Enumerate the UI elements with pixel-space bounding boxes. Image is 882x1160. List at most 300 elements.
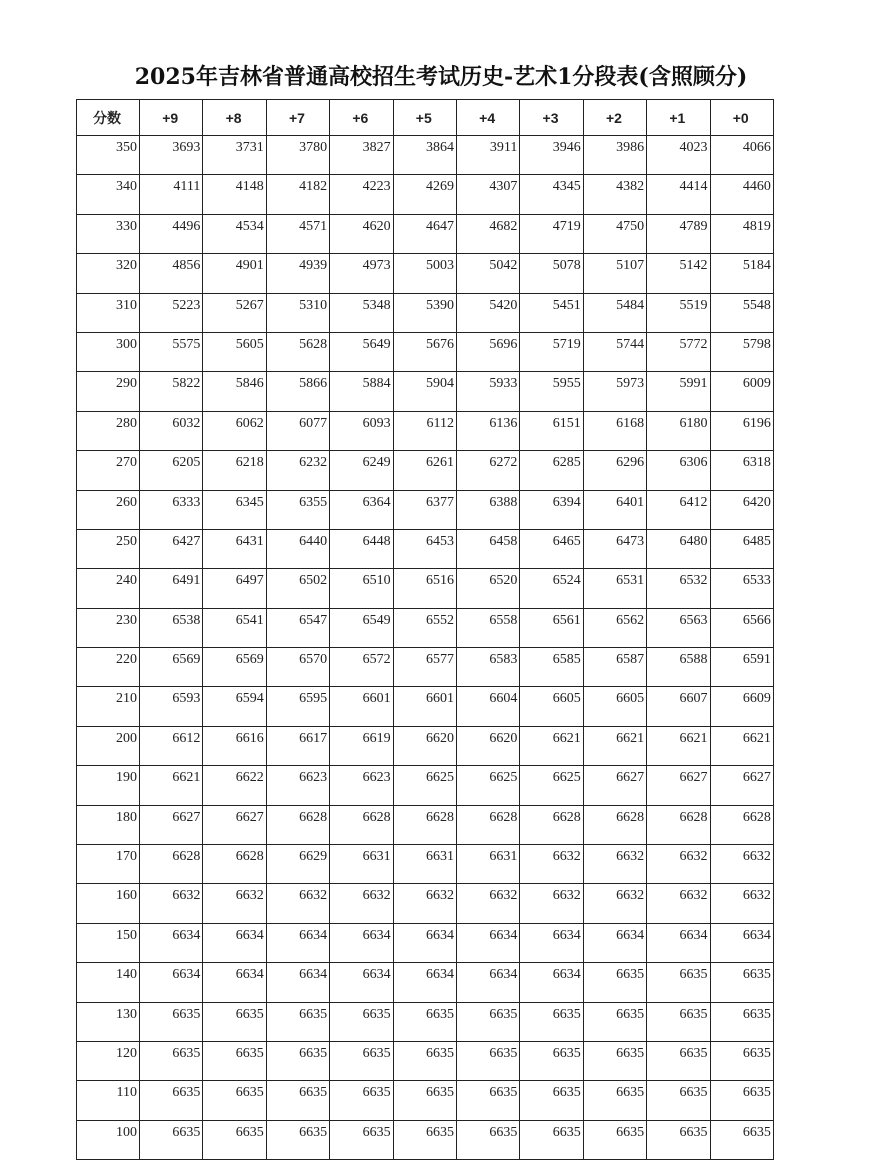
table-row xyxy=(77,293,774,332)
score-cell: 310 xyxy=(77,293,140,332)
cumulative-count-cell: 6093 xyxy=(330,411,393,450)
cumulative-count-cell: 3780 xyxy=(266,136,329,175)
cumulative-count-cell: 6631 xyxy=(330,845,393,884)
table-row xyxy=(77,332,774,371)
cumulative-count-cell: 6628 xyxy=(330,805,393,844)
cumulative-count-cell: 6635 xyxy=(203,1081,266,1120)
cumulative-count-cell: 6629 xyxy=(266,845,329,884)
cumulative-count-cell: 6261 xyxy=(393,451,456,490)
cumulative-count-cell: 5904 xyxy=(393,372,456,411)
cumulative-count-cell: 6635 xyxy=(647,963,710,1002)
score-cell: 350 xyxy=(77,136,140,175)
score-cell: 300 xyxy=(77,332,140,371)
column-header-offset: +1 xyxy=(647,100,710,136)
cumulative-count-cell: 6465 xyxy=(520,529,583,568)
page-title: 2025年吉林省普通高校招生考试历史-艺术1分段表(含照顾分) xyxy=(134,64,748,90)
cumulative-count-cell: 6635 xyxy=(520,1120,583,1159)
cumulative-count-cell: 6620 xyxy=(393,726,456,765)
cumulative-count-cell: 6524 xyxy=(520,569,583,608)
cumulative-count-cell: 6632 xyxy=(330,884,393,923)
column-header-offset: +2 xyxy=(583,100,646,136)
cumulative-count-cell: 6569 xyxy=(140,648,203,687)
score-cell: 100 xyxy=(77,1120,140,1159)
cumulative-count-cell: 6634 xyxy=(266,923,329,962)
cumulative-count-cell: 5719 xyxy=(520,332,583,371)
cumulative-count-cell: 4307 xyxy=(456,175,519,214)
score-cell: 130 xyxy=(77,1002,140,1041)
cumulative-count-cell: 6485 xyxy=(710,529,773,568)
cumulative-count-cell: 6621 xyxy=(520,726,583,765)
cumulative-count-cell: 3827 xyxy=(330,136,393,175)
cumulative-count-cell: 6625 xyxy=(520,766,583,805)
table-row xyxy=(77,963,774,1002)
column-header-offset: +5 xyxy=(393,100,456,136)
cumulative-count-cell: 6635 xyxy=(710,963,773,1002)
cumulative-count-cell: 4223 xyxy=(330,175,393,214)
cumulative-count-cell: 6635 xyxy=(710,1041,773,1080)
table-row xyxy=(77,766,774,805)
cumulative-count-cell: 5991 xyxy=(647,372,710,411)
cumulative-count-cell: 4939 xyxy=(266,254,329,293)
cumulative-count-cell: 6635 xyxy=(140,1120,203,1159)
cumulative-count-cell: 6635 xyxy=(710,1120,773,1159)
cumulative-count-cell: 6635 xyxy=(647,1081,710,1120)
cumulative-count-cell: 4682 xyxy=(456,214,519,253)
cumulative-count-cell: 4023 xyxy=(647,136,710,175)
cumulative-count-cell: 6318 xyxy=(710,451,773,490)
table-body xyxy=(77,136,774,1160)
cumulative-count-cell: 5078 xyxy=(520,254,583,293)
cumulative-count-cell: 4571 xyxy=(266,214,329,253)
cumulative-count-cell: 6634 xyxy=(393,963,456,1002)
cumulative-count-cell: 6632 xyxy=(266,884,329,923)
cumulative-count-cell: 6635 xyxy=(456,1120,519,1159)
cumulative-count-cell: 6566 xyxy=(710,608,773,647)
cumulative-count-cell: 6628 xyxy=(710,805,773,844)
cumulative-count-cell: 6635 xyxy=(520,1041,583,1080)
cumulative-count-cell: 6587 xyxy=(583,648,646,687)
cumulative-count-cell: 5744 xyxy=(583,332,646,371)
cumulative-count-cell: 5866 xyxy=(266,372,329,411)
cumulative-count-cell: 6635 xyxy=(710,1081,773,1120)
cumulative-count-cell: 6394 xyxy=(520,490,583,529)
cumulative-count-cell: 6635 xyxy=(393,1041,456,1080)
score-cell: 320 xyxy=(77,254,140,293)
cumulative-count-cell: 6272 xyxy=(456,451,519,490)
cumulative-count-cell: 6627 xyxy=(203,805,266,844)
table-row xyxy=(77,687,774,726)
cumulative-count-cell: 6136 xyxy=(456,411,519,450)
cumulative-count-cell: 5798 xyxy=(710,332,773,371)
cumulative-count-cell: 6595 xyxy=(266,687,329,726)
cumulative-count-cell: 6635 xyxy=(520,1002,583,1041)
cumulative-count-cell: 6635 xyxy=(140,1002,203,1041)
cumulative-count-cell: 6635 xyxy=(456,1002,519,1041)
column-header-offset: +9 xyxy=(140,100,203,136)
cumulative-count-cell: 6623 xyxy=(266,766,329,805)
cumulative-count-cell: 5575 xyxy=(140,332,203,371)
cumulative-count-cell: 4647 xyxy=(393,214,456,253)
cumulative-count-cell: 5772 xyxy=(647,332,710,371)
column-header-offset: +0 xyxy=(710,100,773,136)
cumulative-count-cell: 6632 xyxy=(710,884,773,923)
cumulative-count-cell: 4066 xyxy=(710,136,773,175)
cumulative-count-cell: 6634 xyxy=(520,923,583,962)
cumulative-count-cell: 5184 xyxy=(710,254,773,293)
cumulative-count-cell: 5519 xyxy=(647,293,710,332)
cumulative-count-cell: 6562 xyxy=(583,608,646,647)
cumulative-count-cell: 5628 xyxy=(266,332,329,371)
cumulative-count-cell: 6621 xyxy=(583,726,646,765)
table-row xyxy=(77,1041,774,1080)
cumulative-count-cell: 6628 xyxy=(203,845,266,884)
cumulative-count-cell: 6538 xyxy=(140,608,203,647)
cumulative-count-cell: 6569 xyxy=(203,648,266,687)
cumulative-count-cell: 6635 xyxy=(647,1120,710,1159)
cumulative-count-cell: 6632 xyxy=(647,884,710,923)
cumulative-count-cell: 4111 xyxy=(140,175,203,214)
cumulative-count-cell: 3986 xyxy=(583,136,646,175)
cumulative-count-cell: 5696 xyxy=(456,332,519,371)
cumulative-count-cell: 5420 xyxy=(456,293,519,332)
cumulative-count-cell: 5846 xyxy=(203,372,266,411)
cumulative-count-cell: 6635 xyxy=(647,1041,710,1080)
cumulative-count-cell: 6453 xyxy=(393,529,456,568)
column-header-offset: +8 xyxy=(203,100,266,136)
cumulative-count-cell: 6628 xyxy=(583,805,646,844)
table-row xyxy=(77,490,774,529)
table-row xyxy=(77,214,774,253)
cumulative-count-cell: 5548 xyxy=(710,293,773,332)
cumulative-count-cell: 6617 xyxy=(266,726,329,765)
cumulative-count-cell: 3693 xyxy=(140,136,203,175)
cumulative-count-cell: 6625 xyxy=(393,766,456,805)
cumulative-count-cell: 3864 xyxy=(393,136,456,175)
cumulative-count-cell: 5107 xyxy=(583,254,646,293)
score-cell: 240 xyxy=(77,569,140,608)
column-header-score: 分数 xyxy=(77,100,140,136)
cumulative-count-cell: 6632 xyxy=(583,884,646,923)
cumulative-count-cell: 4182 xyxy=(266,175,329,214)
cumulative-count-cell: 6593 xyxy=(140,687,203,726)
table-row xyxy=(77,648,774,687)
cumulative-count-cell: 6634 xyxy=(393,923,456,962)
cumulative-count-cell: 6604 xyxy=(456,687,519,726)
cumulative-count-cell: 6583 xyxy=(456,648,519,687)
cumulative-count-cell: 6532 xyxy=(647,569,710,608)
cumulative-count-cell: 6601 xyxy=(330,687,393,726)
cumulative-count-cell: 4148 xyxy=(203,175,266,214)
cumulative-count-cell: 6062 xyxy=(203,411,266,450)
cumulative-count-cell: 6622 xyxy=(203,766,266,805)
score-cell: 210 xyxy=(77,687,140,726)
cumulative-count-cell: 5676 xyxy=(393,332,456,371)
cumulative-count-cell: 6635 xyxy=(266,1002,329,1041)
cumulative-count-cell: 6009 xyxy=(710,372,773,411)
cumulative-count-cell: 6232 xyxy=(266,451,329,490)
cumulative-count-cell: 6491 xyxy=(140,569,203,608)
cumulative-count-cell: 6635 xyxy=(330,1041,393,1080)
cumulative-count-cell: 5955 xyxy=(520,372,583,411)
cumulative-count-cell: 6632 xyxy=(647,845,710,884)
table-row xyxy=(77,372,774,411)
cumulative-count-cell: 6635 xyxy=(583,1041,646,1080)
cumulative-count-cell: 5933 xyxy=(456,372,519,411)
cumulative-count-cell: 6635 xyxy=(266,1081,329,1120)
score-cell: 250 xyxy=(77,529,140,568)
table-row xyxy=(77,136,774,175)
cumulative-count-cell: 6205 xyxy=(140,451,203,490)
score-cell: 230 xyxy=(77,608,140,647)
cumulative-count-cell: 6563 xyxy=(647,608,710,647)
cumulative-count-cell: 6585 xyxy=(520,648,583,687)
cumulative-count-cell: 6355 xyxy=(266,490,329,529)
cumulative-count-cell: 6635 xyxy=(583,1002,646,1041)
score-cell: 340 xyxy=(77,175,140,214)
cumulative-count-cell: 6628 xyxy=(266,805,329,844)
cumulative-count-cell: 6634 xyxy=(330,963,393,1002)
score-cell: 180 xyxy=(77,805,140,844)
cumulative-count-cell: 6032 xyxy=(140,411,203,450)
table-header xyxy=(77,100,774,136)
cumulative-count-cell: 4789 xyxy=(647,214,710,253)
cumulative-count-cell: 6558 xyxy=(456,608,519,647)
table-row xyxy=(77,845,774,884)
cumulative-count-cell: 5390 xyxy=(393,293,456,332)
score-cell: 330 xyxy=(77,214,140,253)
cumulative-count-cell: 4269 xyxy=(393,175,456,214)
cumulative-count-cell: 5310 xyxy=(266,293,329,332)
score-cell: 280 xyxy=(77,411,140,450)
table-row xyxy=(77,923,774,962)
cumulative-count-cell: 6631 xyxy=(393,845,456,884)
cumulative-count-cell: 6616 xyxy=(203,726,266,765)
cumulative-count-cell: 6333 xyxy=(140,490,203,529)
cumulative-count-cell: 6377 xyxy=(393,490,456,529)
header-row xyxy=(77,100,774,136)
cumulative-count-cell: 6609 xyxy=(710,687,773,726)
cumulative-count-cell: 6632 xyxy=(520,845,583,884)
cumulative-count-cell: 6601 xyxy=(393,687,456,726)
cumulative-count-cell: 4414 xyxy=(647,175,710,214)
cumulative-count-cell: 6635 xyxy=(710,1002,773,1041)
cumulative-count-cell: 4750 xyxy=(583,214,646,253)
score-cell: 220 xyxy=(77,648,140,687)
cumulative-count-cell: 6632 xyxy=(140,884,203,923)
cumulative-count-cell: 6634 xyxy=(140,923,203,962)
cumulative-count-cell: 6634 xyxy=(647,923,710,962)
cumulative-count-cell: 6296 xyxy=(583,451,646,490)
cumulative-count-cell: 4382 xyxy=(583,175,646,214)
cumulative-count-cell: 6635 xyxy=(393,1120,456,1159)
cumulative-count-cell: 6168 xyxy=(583,411,646,450)
cumulative-count-cell: 5649 xyxy=(330,332,393,371)
cumulative-count-cell: 6249 xyxy=(330,451,393,490)
cumulative-count-cell: 6533 xyxy=(710,569,773,608)
cumulative-count-cell: 5003 xyxy=(393,254,456,293)
cumulative-count-cell: 6077 xyxy=(266,411,329,450)
cumulative-count-cell: 6621 xyxy=(140,766,203,805)
cumulative-count-cell: 6628 xyxy=(456,805,519,844)
cumulative-count-cell: 6180 xyxy=(647,411,710,450)
cumulative-count-cell: 5451 xyxy=(520,293,583,332)
score-cell: 270 xyxy=(77,451,140,490)
cumulative-count-cell: 6577 xyxy=(393,648,456,687)
cumulative-count-cell: 6388 xyxy=(456,490,519,529)
cumulative-count-cell: 6621 xyxy=(710,726,773,765)
cumulative-count-cell: 4973 xyxy=(330,254,393,293)
cumulative-count-cell: 6628 xyxy=(520,805,583,844)
cumulative-count-cell: 6627 xyxy=(710,766,773,805)
cumulative-count-cell: 6632 xyxy=(520,884,583,923)
cumulative-count-cell: 6151 xyxy=(520,411,583,450)
cumulative-count-cell: 6412 xyxy=(647,490,710,529)
cumulative-count-cell: 5973 xyxy=(583,372,646,411)
cumulative-count-cell: 6627 xyxy=(140,805,203,844)
cumulative-count-cell: 6619 xyxy=(330,726,393,765)
column-header-offset: +3 xyxy=(520,100,583,136)
cumulative-count-cell: 6628 xyxy=(647,805,710,844)
cumulative-count-cell: 6458 xyxy=(456,529,519,568)
cumulative-count-cell: 6570 xyxy=(266,648,329,687)
cumulative-count-cell: 6635 xyxy=(330,1081,393,1120)
score-cell: 140 xyxy=(77,963,140,1002)
cumulative-count-cell: 6634 xyxy=(520,963,583,1002)
cumulative-count-cell: 6420 xyxy=(710,490,773,529)
cumulative-count-cell: 6623 xyxy=(330,766,393,805)
cumulative-count-cell: 5348 xyxy=(330,293,393,332)
cumulative-count-cell: 6635 xyxy=(203,1041,266,1080)
cumulative-count-cell: 6634 xyxy=(140,963,203,1002)
cumulative-count-cell: 5042 xyxy=(456,254,519,293)
table-row xyxy=(77,805,774,844)
cumulative-count-cell: 4496 xyxy=(140,214,203,253)
cumulative-count-cell: 6635 xyxy=(583,1120,646,1159)
cumulative-count-cell: 6634 xyxy=(583,923,646,962)
cumulative-count-cell: 6594 xyxy=(203,687,266,726)
score-cell: 160 xyxy=(77,884,140,923)
table-row xyxy=(77,529,774,568)
cumulative-count-cell: 6473 xyxy=(583,529,646,568)
cumulative-count-cell: 6625 xyxy=(456,766,519,805)
cumulative-count-cell: 4345 xyxy=(520,175,583,214)
table-row xyxy=(77,1120,774,1159)
cumulative-count-cell: 6627 xyxy=(583,766,646,805)
table-row xyxy=(77,1002,774,1041)
cumulative-count-cell: 6635 xyxy=(393,1081,456,1120)
cumulative-count-cell: 6635 xyxy=(266,1120,329,1159)
cumulative-count-cell: 5822 xyxy=(140,372,203,411)
cumulative-count-cell: 6572 xyxy=(330,648,393,687)
cumulative-count-cell: 6306 xyxy=(647,451,710,490)
cumulative-count-cell: 6635 xyxy=(456,1081,519,1120)
cumulative-count-cell: 6607 xyxy=(647,687,710,726)
table-row xyxy=(77,254,774,293)
cumulative-count-cell: 6634 xyxy=(203,963,266,1002)
cumulative-count-cell: 6632 xyxy=(456,884,519,923)
cumulative-count-cell: 6531 xyxy=(583,569,646,608)
cumulative-count-cell: 4856 xyxy=(140,254,203,293)
column-header-offset: +6 xyxy=(330,100,393,136)
column-header-offset: +4 xyxy=(456,100,519,136)
cumulative-count-cell: 6285 xyxy=(520,451,583,490)
cumulative-count-cell: 6635 xyxy=(456,1041,519,1080)
cumulative-count-cell: 6427 xyxy=(140,529,203,568)
score-cell: 200 xyxy=(77,726,140,765)
cumulative-count-cell: 6591 xyxy=(710,648,773,687)
cumulative-count-cell: 6480 xyxy=(647,529,710,568)
cumulative-count-cell: 6628 xyxy=(140,845,203,884)
cumulative-count-cell: 3911 xyxy=(456,136,519,175)
cumulative-count-cell: 4719 xyxy=(520,214,583,253)
cumulative-count-cell: 6345 xyxy=(203,490,266,529)
cumulative-count-cell: 3946 xyxy=(520,136,583,175)
score-cell: 190 xyxy=(77,766,140,805)
cumulative-count-cell: 5223 xyxy=(140,293,203,332)
cumulative-count-cell: 6635 xyxy=(330,1002,393,1041)
cumulative-count-cell: 6502 xyxy=(266,569,329,608)
table-row xyxy=(77,175,774,214)
cumulative-count-cell: 6620 xyxy=(456,726,519,765)
table-row xyxy=(77,569,774,608)
cumulative-count-cell: 4901 xyxy=(203,254,266,293)
cumulative-count-cell: 6549 xyxy=(330,608,393,647)
score-cell: 120 xyxy=(77,1041,140,1080)
cumulative-count-cell: 5267 xyxy=(203,293,266,332)
score-cell: 260 xyxy=(77,490,140,529)
cumulative-count-cell: 6440 xyxy=(266,529,329,568)
cumulative-count-cell: 4460 xyxy=(710,175,773,214)
cumulative-count-cell: 6635 xyxy=(393,1002,456,1041)
cumulative-count-cell: 6520 xyxy=(456,569,519,608)
cumulative-count-cell: 5484 xyxy=(583,293,646,332)
cumulative-count-cell: 6588 xyxy=(647,648,710,687)
cumulative-count-cell: 6364 xyxy=(330,490,393,529)
cumulative-count-cell: 6632 xyxy=(710,845,773,884)
cumulative-count-cell: 4534 xyxy=(203,214,266,253)
cumulative-count-cell: 6196 xyxy=(710,411,773,450)
cumulative-count-cell: 6634 xyxy=(456,963,519,1002)
cumulative-count-cell: 6605 xyxy=(520,687,583,726)
cumulative-count-cell: 6632 xyxy=(203,884,266,923)
score-cell: 290 xyxy=(77,372,140,411)
score-cell: 110 xyxy=(77,1081,140,1120)
cumulative-count-cell: 6635 xyxy=(140,1041,203,1080)
cumulative-count-cell: 6631 xyxy=(456,845,519,884)
cumulative-count-cell: 4620 xyxy=(330,214,393,253)
cumulative-count-cell: 6605 xyxy=(583,687,646,726)
table-row xyxy=(77,411,774,450)
cumulative-count-cell: 6635 xyxy=(647,1002,710,1041)
cumulative-count-cell: 6510 xyxy=(330,569,393,608)
cumulative-count-cell: 6628 xyxy=(393,805,456,844)
cumulative-count-cell: 6552 xyxy=(393,608,456,647)
column-header-offset: +7 xyxy=(266,100,329,136)
cumulative-count-cell: 6547 xyxy=(266,608,329,647)
cumulative-count-cell: 6561 xyxy=(520,608,583,647)
cumulative-count-cell: 6448 xyxy=(330,529,393,568)
table-row xyxy=(77,726,774,765)
cumulative-count-cell: 6621 xyxy=(647,726,710,765)
cumulative-count-cell: 6635 xyxy=(330,1120,393,1159)
score-cell: 150 xyxy=(77,923,140,962)
cumulative-count-cell: 6634 xyxy=(203,923,266,962)
score-cell: 170 xyxy=(77,845,140,884)
cumulative-count-cell: 6634 xyxy=(456,923,519,962)
table-row xyxy=(77,451,774,490)
table-row xyxy=(77,1081,774,1120)
cumulative-count-cell: 6627 xyxy=(647,766,710,805)
